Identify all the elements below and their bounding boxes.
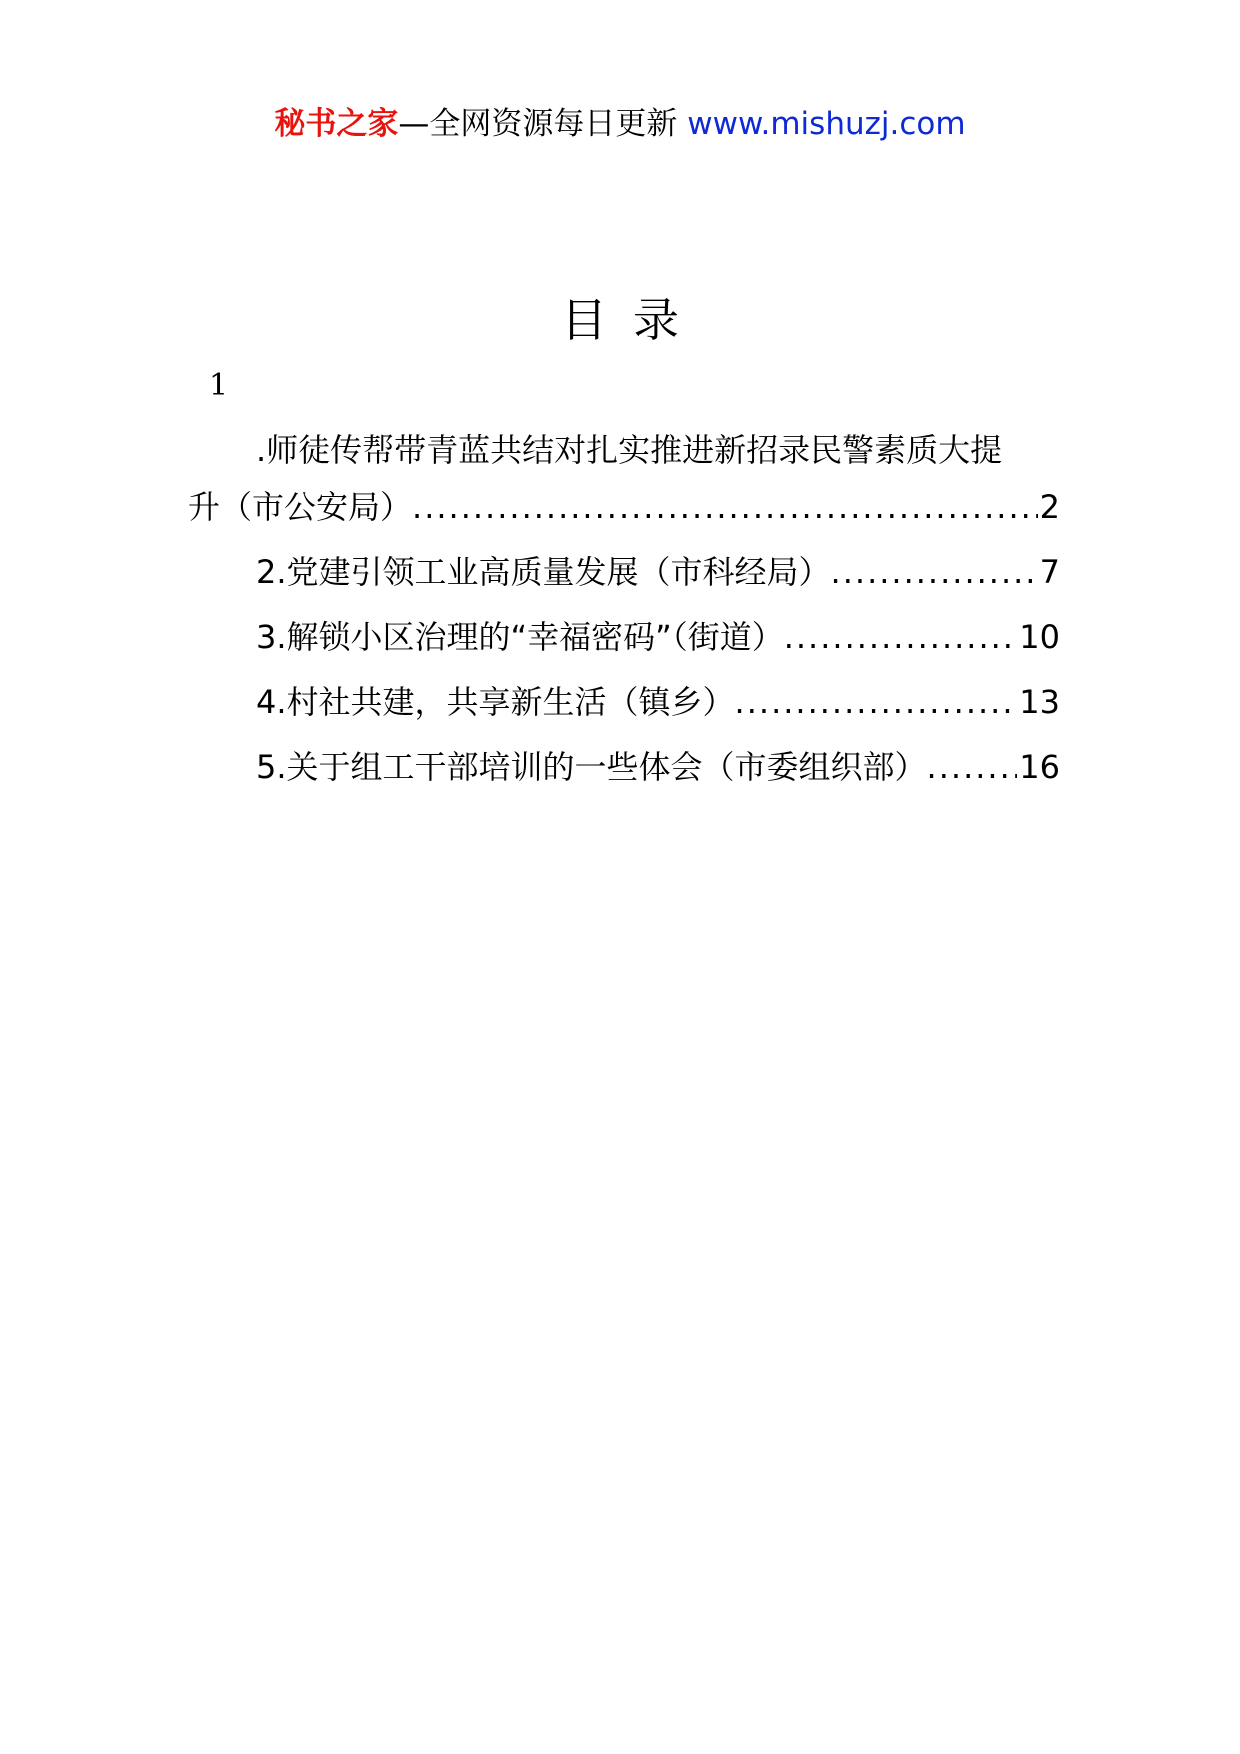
site-url-link[interactable]: www.mishuzj.com — [687, 106, 966, 142]
toc-entry-1-line-2[interactable] — [188, 483, 1060, 531]
toc-entry-title: 3.解锁小区治理的“幸福密码”（街道） — [256, 618, 784, 656]
toc-entry-title: 5.关于组工干部培训的一些体会（市委组织部） — [256, 748, 927, 786]
dot-leader — [784, 613, 1018, 661]
dot-leader — [927, 743, 1018, 791]
dot-leader — [735, 678, 1018, 726]
toc-title: 目录 — [561, 293, 705, 347]
toc-entry-5[interactable] — [188, 743, 1060, 791]
toc-entry-2[interactable] — [188, 548, 1060, 596]
toc-entry-title: 4.村社共建，共享新生活（镇乡） — [256, 683, 735, 721]
header-tagline: —全网资源每日更新 — [398, 106, 688, 142]
toc-entry-page: 10 — [1019, 618, 1060, 656]
toc-entry-page: 2 — [1039, 488, 1060, 526]
dot-leader — [831, 548, 1038, 596]
toc-entry-title: .师徒传帮带青蓝共结对扎实推进新招录民警素质大提 — [256, 431, 1003, 469]
toc-entry-title: 升（市公安局） — [188, 488, 413, 526]
toc-entry-1-line-1[interactable] — [188, 426, 1060, 474]
page-marker: 1 — [209, 368, 229, 403]
site-header — [0, 100, 1240, 148]
toc-entry-page: 16 — [1019, 748, 1060, 786]
dot-leader — [412, 483, 1038, 531]
toc-entry-4[interactable] — [188, 678, 1060, 726]
toc-entry-title: 2.党建引领工业高质量发展（市科经局） — [256, 553, 831, 591]
brand-name: 秘书之家 — [274, 106, 399, 142]
toc-entry-page: 13 — [1019, 683, 1060, 721]
toc-entry-page: 7 — [1039, 553, 1060, 591]
toc-entry-3[interactable] — [188, 613, 1060, 661]
